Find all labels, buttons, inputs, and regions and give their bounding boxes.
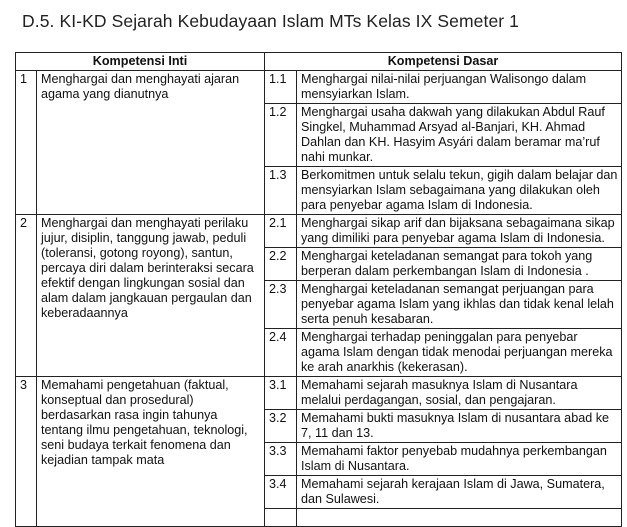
- table-row: [16, 215, 622, 248]
- kd-number: 3.3: [265, 443, 297, 476]
- header-kompetensi-dasar: Kompetensi Dasar: [265, 53, 622, 71]
- header-kompetensi-inti: Kompetensi Inti: [16, 53, 265, 71]
- ki-kd-table: [15, 52, 622, 527]
- kd-number: 3.2: [265, 410, 297, 443]
- ki-number: 1: [16, 71, 37, 215]
- ki-text: Menghargai dan menghayati perilaku jujur, disiplin, tanggung jawab, peduli (toleransi, gotong royong), santun, percaya diri dalam berinteraksi secara efektif dengan lingkungan sosial dan alam dalam jangkauan pergaulan dan keberadaannya: [37, 215, 265, 377]
- document-title: D.5. KI-KD Sejarah Kebudayaan Islam MTs Kelas IX Semeter 1: [22, 11, 519, 31]
- ki-number: 3: [16, 377, 37, 527]
- kd-text: Menghargai terhadap peninggalan para penyebar agama Islam dengan tidak menodai perjuangan mereka ke arah anarkhis (kekerasan).: [297, 329, 622, 377]
- kd-text: Memahami bukti masuknya Islam di nusantara abad ke 7, 11 dan 13.: [297, 410, 622, 443]
- kd-text-empty: [297, 509, 622, 527]
- kd-number: 2.1: [265, 215, 297, 248]
- table-row: [16, 377, 622, 410]
- kd-text: Menghargai nilai-nilai perjuangan Walisongo dalam mensyiarkan Islam.: [297, 71, 622, 104]
- kd-text: Menghargai keteladanan semangat para tokoh yang berperan dalam perkembangan Islam di Indonesia .: [297, 248, 622, 281]
- kd-text: Memahami sejarah masuknya Islam di Nusantara melalui perdagangan, sosial, dan pengajaran.: [297, 377, 622, 410]
- ki-text: Menghargai dan menghayati ajaran agama yang dianutnya: [37, 71, 265, 215]
- kd-number: 3.1: [265, 377, 297, 410]
- ki-number: 2: [16, 215, 37, 377]
- kd-number-empty: [265, 509, 297, 527]
- kd-text: Berkomitmen untuk selalu tekun, gigih dalam belajar dan mensyiarkan Islam sebagaimana yang dilakukan oleh para penyebar agama Islam di Indonesia.: [297, 167, 622, 215]
- kd-text: Memahami sejarah kerajaan Islam di Jawa, Sumatera, dan Sulawesi.: [297, 476, 622, 509]
- kd-number: 1.3: [265, 167, 297, 215]
- kd-number: 2.4: [265, 329, 297, 377]
- kd-number: 1.2: [265, 104, 297, 167]
- kd-number: 2.2: [265, 248, 297, 281]
- kd-text: Menghargai keteladanan semangat perjuangan para penyebar agama Islam yang ikhlas dan tidak kenal lelah serta penuh kesabaran.: [297, 281, 622, 329]
- kd-number: 2.3: [265, 281, 297, 329]
- ki-text: Memahami pengetahuan (faktual, konseptual dan prosedural) berdasarkan rasa ingin tahunya tentang ilmu pengetahuan, teknologi, seni budaya terkait fenomena dan kejadian tampak mata: [37, 377, 265, 527]
- kd-text: Memahami faktor penyebab mudahnya perkembangan Islam di Nusantara.: [297, 443, 622, 476]
- kd-text: Menghargai sikap arif dan bijaksana sebagaimana sikap yang dimiliki para penyebar agama Islam di Indonesia.: [297, 215, 622, 248]
- table-header-row: [16, 53, 622, 71]
- kd-number: 1.1: [265, 71, 297, 104]
- kd-text: Menghargai usaha dakwah yang dilakukan Abdul Rauf Singkel, Muhammad Arsyad al-Banjari, KH. Ahmad Dahlan dan KH. Hasyim Asyári dalam beramar ma’ruf nahi munkar.: [297, 104, 622, 167]
- table-row: [16, 71, 622, 104]
- kd-number: 3.4: [265, 476, 297, 509]
